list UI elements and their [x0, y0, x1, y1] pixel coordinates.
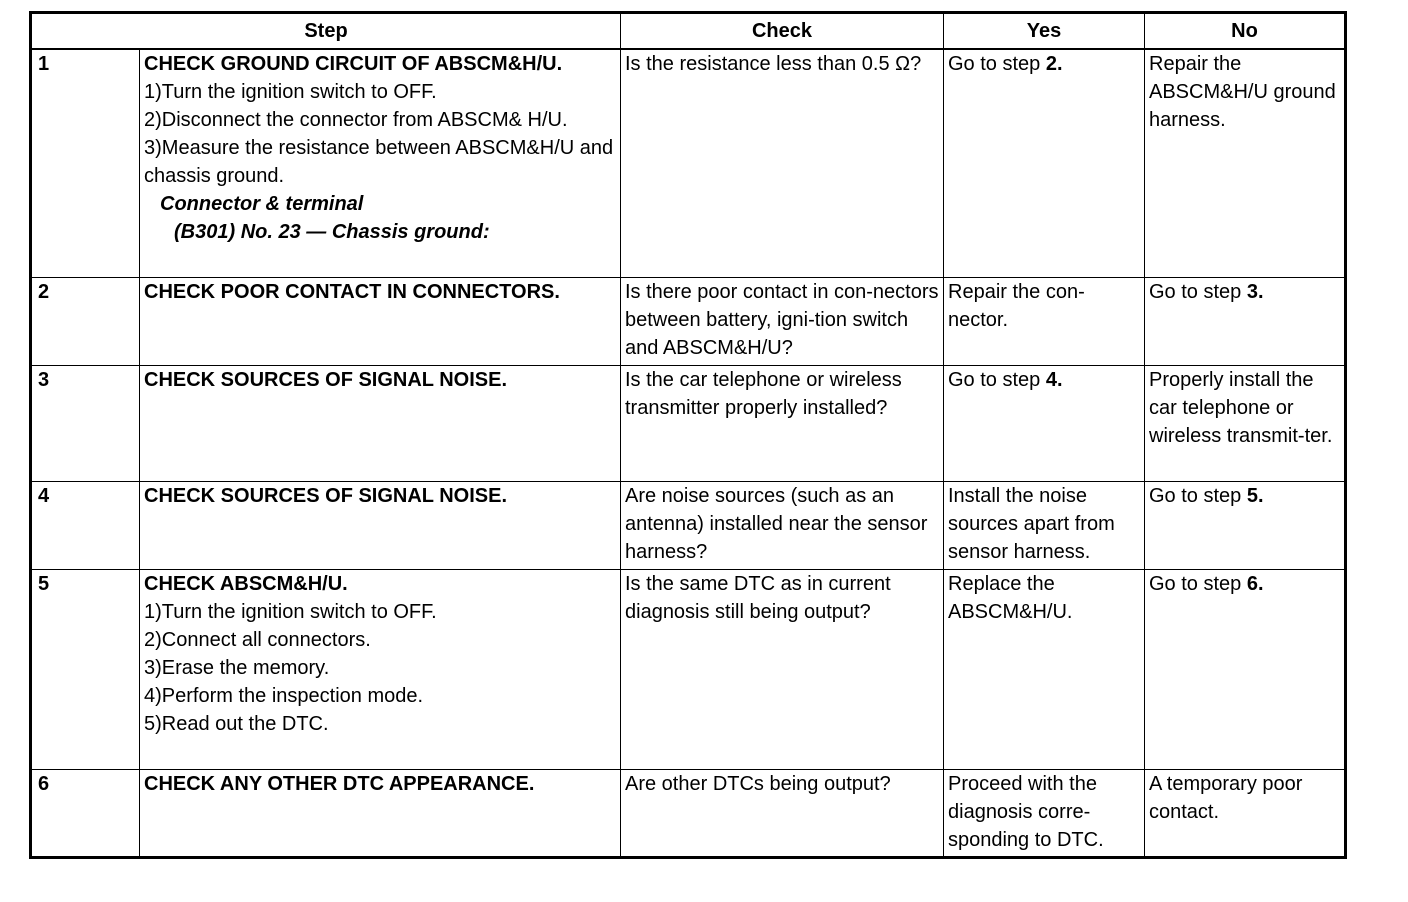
step-title: CHECK ABSCM&H/U. [144, 572, 348, 595]
substep: 1)Turn the ignition switch to OFF. [144, 600, 437, 623]
no-step-ref: 3. [1246, 280, 1264, 303]
step-description [140, 277, 621, 365]
substep: 3)Erase the memory. [144, 656, 330, 679]
table-row [31, 569, 1346, 769]
check-cell: Are noise sources (such as an antenna) installed near the sensor harness? [621, 481, 944, 569]
yes-cell [944, 365, 1145, 481]
header-yes: Yes [944, 13, 1145, 50]
yes-cell [944, 569, 1145, 769]
step-number: 4 [31, 481, 140, 569]
yes-text: Go to step [948, 53, 1046, 75]
check-cell: Is the car telephone or wireless transmitter properly installed? [621, 365, 944, 481]
table-row [31, 49, 1346, 277]
yes-text: Go to step [948, 368, 1046, 391]
yes-text: Replace the ABSCM&H/U. [948, 572, 1073, 623]
substep: 1)Turn the ignition switch to OFF. [144, 81, 437, 103]
step-number: 5 [31, 569, 140, 769]
no-text: Go to step [1149, 280, 1247, 303]
step-number: 6 [31, 769, 140, 857]
step-description [140, 49, 621, 277]
no-text: Repair the ABSCM&H/U ground harness. [1149, 53, 1336, 131]
table-row [31, 769, 1346, 857]
step-number: 1 [31, 49, 140, 277]
substep: 4)Perform the inspection mode. [144, 684, 424, 707]
step-title: CHECK GROUND CIRCUIT OF ABSCM&H/U. [144, 53, 563, 75]
no-cell [1145, 365, 1346, 481]
no-cell [1145, 277, 1346, 365]
step-description [140, 365, 621, 481]
substep: 2)Connect all connectors. [144, 628, 371, 651]
yes-cell [944, 277, 1145, 365]
no-cell [1145, 569, 1346, 769]
yes-text: Repair the con-nector. [948, 280, 1085, 331]
no-cell [1145, 769, 1346, 857]
no-text: Properly install the car telephone or wireless transmit-ter. [1149, 368, 1333, 447]
yes-cell [944, 49, 1145, 277]
step-description [140, 481, 621, 569]
step-title: CHECK ANY OTHER DTC APPEARANCE. [144, 772, 535, 795]
step-description [140, 569, 621, 769]
yes-cell [944, 769, 1145, 857]
header-step: Step [31, 13, 621, 50]
step-number: 3 [31, 365, 140, 481]
no-text: Go to step [1149, 572, 1247, 595]
no-text: Go to step [1149, 484, 1247, 507]
step-description [140, 769, 621, 857]
step-title: CHECK POOR CONTACT IN CONNECTORS. [144, 280, 560, 303]
check-cell: Is there poor contact in con-nectors between battery, igni-tion switch and ABSCM&H/U? [621, 277, 944, 365]
no-step-ref: 5. [1246, 484, 1264, 507]
yes-cell [944, 481, 1145, 569]
yes-step-ref: 2. [1045, 53, 1063, 75]
step-title: CHECK SOURCES OF SIGNAL NOISE. [144, 484, 508, 507]
no-text: A temporary poor contact. [1149, 772, 1303, 823]
substep: 5)Read out the DTC. [144, 712, 329, 735]
table-row [31, 365, 1346, 481]
connector-terminal: (B301) No. 23 — Chassis ground: [174, 221, 490, 243]
check-cell: Is the resistance less than 0.5 Ω? [621, 49, 944, 277]
diagnosis-table [29, 11, 1347, 859]
no-cell [1145, 481, 1346, 569]
no-step-ref: 6. [1246, 572, 1264, 595]
step-title: CHECK SOURCES OF SIGNAL NOISE. [144, 368, 508, 391]
substep: 2)Disconnect the connector from ABSCM& H/U. [144, 109, 568, 131]
header-no: No [1145, 13, 1346, 50]
check-cell: Is the same DTC as in current diagnosis still being output? [621, 569, 944, 769]
table-row [31, 277, 1346, 365]
no-cell [1145, 49, 1346, 277]
yes-text: Install the noise sources apart from sensor harness. [948, 484, 1115, 563]
check-cell: Are other DTCs being output? [621, 769, 944, 857]
substep: 3)Measure the resistance between ABSCM&H/U and chassis ground. [144, 137, 614, 187]
yes-step-ref: 4. [1045, 368, 1063, 391]
header-row [31, 13, 1346, 50]
connector-label: Connector & terminal [160, 193, 364, 215]
header-check: Check [621, 13, 944, 50]
yes-text: Proceed with the diagnosis corre-sponding to DTC. [948, 772, 1104, 851]
step-number: 2 [31, 277, 140, 365]
table-row [31, 481, 1346, 569]
